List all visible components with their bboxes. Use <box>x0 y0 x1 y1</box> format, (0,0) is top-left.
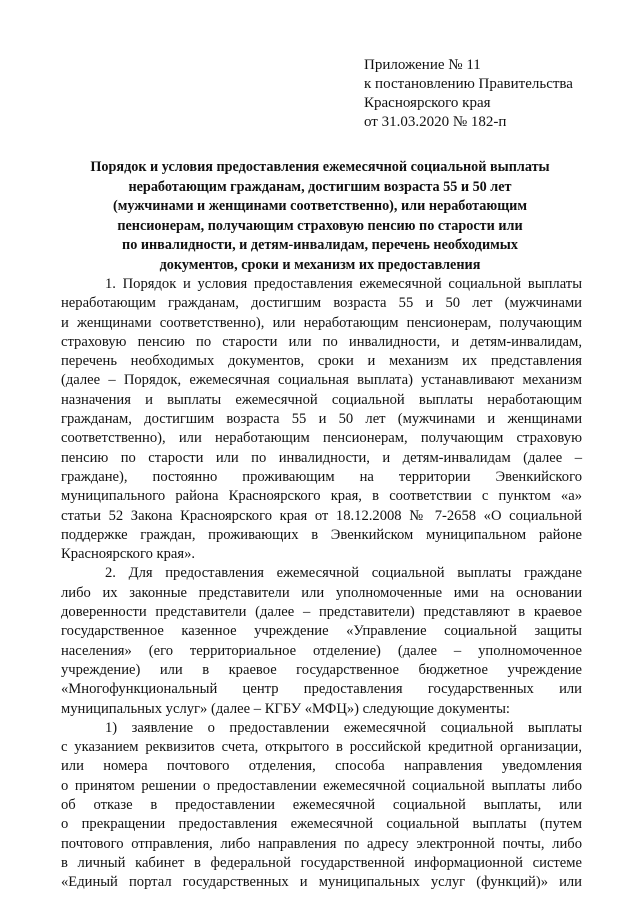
document-title <box>40 158 600 275</box>
title-line: неработающим гражданам, достигшим возраста 55 и 50 лет <box>128 178 512 195</box>
body-line: и женщинами соответственно), или неработающим пенсионерам, получающим <box>61 314 582 331</box>
body-line: о прекращении предоставления ежемесячной социальной выплаты (путем <box>61 816 582 833</box>
body-line: «Единый портал государственных и муниципальных услуг (функций)» или <box>61 874 582 891</box>
body-line: неработающим гражданам, достигшим возраста 55 и 50 лет (мужчинами <box>61 295 582 312</box>
body-line: Красноярского края». <box>61 546 196 563</box>
body-line: «Многофункциональный центр предоставления государственных или <box>61 681 582 698</box>
body-line: в личный кабинет в федеральной государственной информационной системе <box>61 854 582 871</box>
body-line: статьи 52 Закона Красноярского края от 18.12.2008 № 7-2658 «О социальной <box>61 507 582 524</box>
title-line: (мужчинами и женщинами соответственно), или неработающим <box>112 198 528 214</box>
appendix-region: Красноярского края <box>364 95 491 111</box>
document-body <box>61 275 582 893</box>
body-line: 2. Для предоставления ежемесячной социальной выплаты граждане <box>105 565 582 582</box>
body-line: соответственно), или неработающим пенсионерам, получающим страховую <box>61 430 582 447</box>
appendix-date: от 31.03.2020 № 182-п <box>364 114 507 130</box>
body-line: граждане), постоянно проживающим на территории Эвенкийского <box>61 468 582 485</box>
body-line: населения» (его территориальное отделение) (далее – уполномоченное <box>61 642 582 659</box>
title-line: документов, сроки и механизм их предоставления <box>159 256 481 273</box>
body-line: почтового отправления, либо направления по адресу электронной почты, либо <box>61 835 582 852</box>
body-line: государственное казенное учреждение «Управление социальной защиты <box>61 623 582 640</box>
body-line: о принятом решении о предоставлении ежемесячной социальной выплаты либо <box>61 777 582 794</box>
body-line: доверенности представители (далее – представители) представляют в краевое <box>61 604 582 621</box>
appendix-header <box>364 56 573 132</box>
body-line: муниципального района Красноярского края, в соответствии с пунктом «а» <box>61 488 582 505</box>
body-line: 1) заявление о предоставлении ежемесячной социальной выплаты <box>105 719 582 736</box>
body-line: назначения и выплаты ежемесячной социальной выплаты неработающим <box>61 391 582 408</box>
title-line: по инвалидности, и детям-инвалидам, перечень необходимых <box>122 237 518 253</box>
appendix-number: Приложение № 11 <box>364 57 481 73</box>
title-line: пенсионерам, получающим страховую пенсию по старости или <box>117 217 523 234</box>
body-line: перечень необходимых документов, сроки и механизм их представления <box>61 353 582 370</box>
body-line: 1. Порядок и условия предоставления ежемесячной социальной выплаты <box>105 276 582 292</box>
appendix-resolution: к постановлению Правительства <box>364 76 573 92</box>
body-line: поддержке граждан, проживающих в Эвенкийском муниципальном районе <box>61 526 582 543</box>
body-line: об отказе в предоставлении ежемесячной социальной выплаты, или <box>61 797 582 814</box>
body-line: или номера почтового отделения, способа направления уведомления <box>61 758 582 775</box>
body-line: гражданам, достигшим возраста 55 и 50 лет (мужчинами и женщинами <box>61 411 582 428</box>
title-line: Порядок и условия предоставления ежемесячной социальной выплаты <box>90 159 550 175</box>
body-line: учреждение) или в краевое государственное бюджетное учреждение <box>61 661 582 678</box>
body-line: (далее – Порядок, ежемесячная социальная выплата) устанавливают механизм <box>61 372 582 389</box>
body-line: страховую пенсию по старости или по инвалидности, и детям-инвалидам, <box>61 333 582 350</box>
body-line: пенсию по старости или по инвалидности, и детям-инвалидам (далее – <box>61 449 582 466</box>
body-line: либо их законные представители или уполномоченные ими на основании <box>61 584 582 601</box>
body-line: муниципальных услуг» (далее – КГБУ «МФЦ») следующие документы: <box>61 700 510 717</box>
body-line: с указанием реквизитов счета, открытого в российской кредитной организации, <box>61 739 582 756</box>
